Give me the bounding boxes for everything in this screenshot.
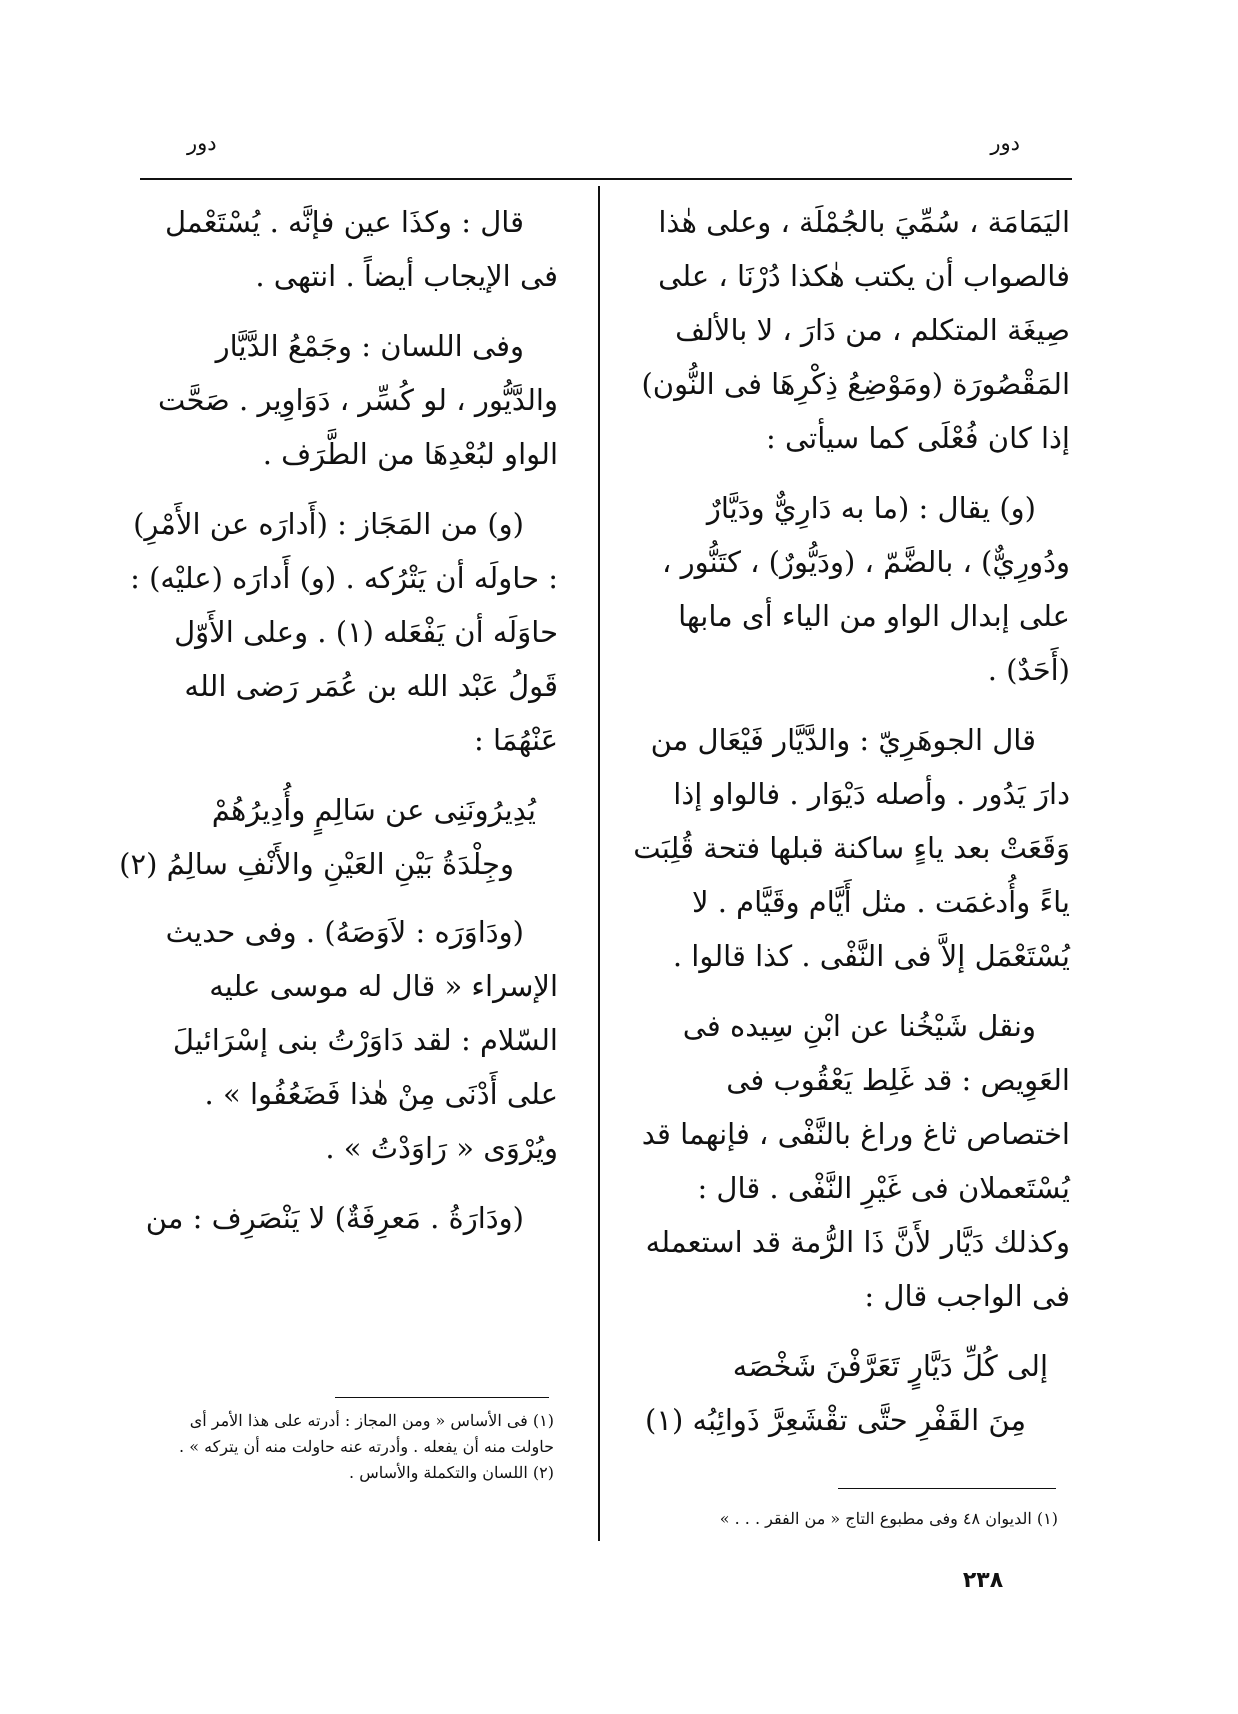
right-verse <box>632 1339 1070 1447</box>
left-verse-hemistich-1: يُدِيرُونَنِى عن سَالِمٍ وأُدِيرُهُمْ <box>211 793 536 827</box>
left-paragraph-1: قال : وكذَا عين فإنَّه . يُسْتَعْمل فى الإيجاب أيضاً . انتهى . <box>164 205 558 293</box>
header-rule <box>140 178 1072 180</box>
right-column <box>632 195 1070 1461</box>
right-paragraph-4: ونقل شَيْخُنا عن ابْنِ سِيده فى العَوِيص : قد غَلِط يَعْقُوب فى اختصاص ثاغ وراغ بالنَّفْى ، فإنهما قد يُسْتَعملان فى غَيْرِ النَّفْى . قال : وكذلك دَيَّار لأَنَّ ذَا الرُّمة قد استعمله فى الواجب قال : <box>641 1009 1070 1313</box>
right-verse-hemistich-1: إلى كُلِّ دَيَّارٍ تَعَرَّفْنَ شَخْصَه <box>732 1349 1048 1383</box>
running-head-left: دور <box>187 131 217 155</box>
right-verse-hemistich-2: مِنَ القَفْرِ حتَّى تقْشَعِرَّ ذَوائِبُه (١) <box>645 1403 1026 1437</box>
left-paragraph-4: (ودَاوَرَه : لاَوَصَهُ) . وفى حديث الإسراء « قال له موسى عليه السّلام : لقد دَاوَرْتُ بنى إسْرَائيلَ على أَدْنَى مِنْ هٰذا فَضَعُفُوا » . ويُرْوَى « رَاوَدْتُ » . <box>165 915 558 1165</box>
right-paragraph-1: اليَمَامَة ، سُمِّيَ بالجُمْلَة ، وعلى هٰذا فالصواب أن يكتب هٰكذا دُرْنَا ، على صِيغَة المتكلم ، من دَارَ ، لا بالألف المَقْصُورَة (ومَوْضِعُ ذِكْرِهَا فى النُّون) إذا كان فُعْلَى كما سيأتى : <box>641 205 1070 455</box>
left-footnote-rule <box>335 1397 549 1398</box>
right-paragraph-3: قال الجوهَرِيّ : والدَّيَّار فَيْعَال من دارَ يَدُور . وأصله دَيْوَار . فالواو إذا وَقَعَتْ بعد ياءٍ ساكنة قبلها فتحة قُلِبَت ياءً وأُدغمَت . مثل أَيَّام وقَيَّام . لا يُسْتَعْمَل إلاَّ فى النَّفْى . كذا قالوا . <box>633 723 1070 973</box>
column-divider <box>598 186 600 1541</box>
right-footnote-rule <box>838 1488 1056 1489</box>
left-column <box>119 195 558 1261</box>
left-verse-hemistich-2: وجِلْدَةُ بَيْنِ العَيْنِ والأَنْفِ سالِمُ (٢) <box>119 847 514 881</box>
left-paragraph-5: (ودَارَةُ . مَعرِفَةٌ) لا يَنْصَرِف : من <box>145 1201 524 1235</box>
left-footnote-1: (١) فى الأساس « ومن المجاز : أدرته على هذا الأمر أى حاولت منه أن يفعله . وأدرته عنه حاولت منه أن يتركه » . <box>179 1411 554 1456</box>
left-paragraph-3: (و) من المَجَاز : (أَدارَه عن الأَمْرِ) : حاولَه أن يَتْرُكه . (و) أَدارَه (عليْه) : حاوَلَه أن يَفْعَله (١) . وعلى الأَوّل قَولُ عَبْد الله بن عُمَر رَضى الله عَنْهُمَا : <box>130 507 558 757</box>
right-paragraph-2: (و) يقال : (ما به دَارِيٌّ ودَيَّارٌ ودُورِيٌّ) ، بالضَّمّ ، (ودَيُّورٌ) ، كتَنُّور ، على إبدال الواو من الياء أى مابها (أَحَدٌ) . <box>662 491 1070 687</box>
right-footnote-1: (١) الديوان ٤٨ وفى مطبوع التاج « من الفقر . . . » <box>719 1509 1058 1528</box>
right-footnotes <box>640 1506 1058 1532</box>
left-footnotes <box>148 1408 554 1486</box>
left-paragraph-2: وفى اللسان : وجَمْعُ الدَّيَّار والدَّيُّور ، لو كُسِّر ، دَوَاوِير . صَحَّت الواو لبُعْدِهَا من الطَّرَف . <box>157 329 558 471</box>
left-verse <box>119 783 558 891</box>
left-footnote-2: (٢) اللسان والتكملة والأساس . <box>349 1463 554 1482</box>
running-head-right: دور <box>990 131 1020 155</box>
page-number: ٢٣٨ <box>962 1568 1004 1593</box>
